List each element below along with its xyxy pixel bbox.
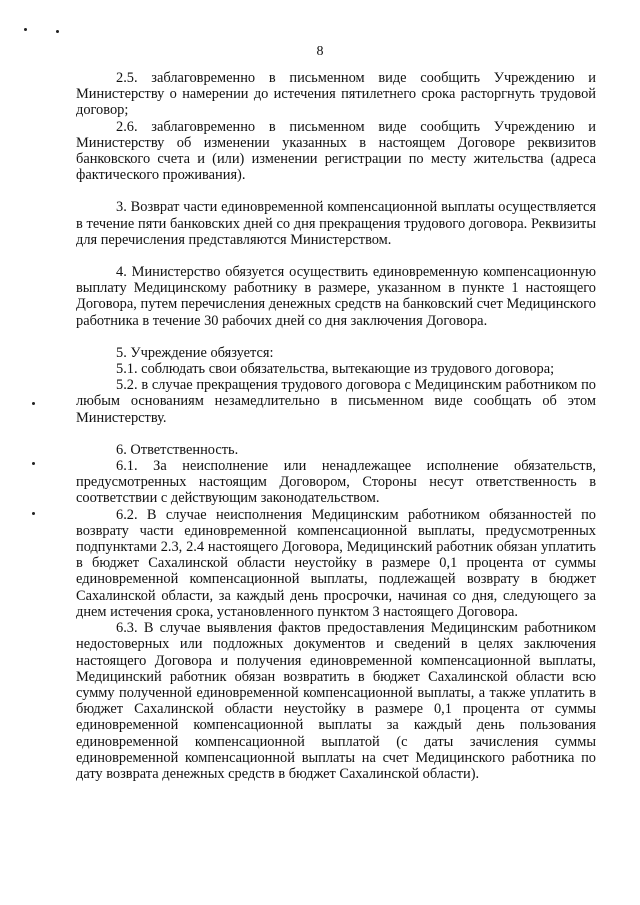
clause-6-3: 6.3. В случае выявления фактов предоставления Медицинским работником недостоверных или подложных документов и сведений в целях заключения настоящего Договора и получения единовременной компенсационной выплаты, Медицинский работник обязан возвратить в бюджет Сахалинской области всю сумму полученной единовременной компенсационной выплаты, а также уплатить в бюджет Сахалинской области неустойку в размере 0,1 процента от суммы единовременной компенсационной выплаты за каждый день пользования единовременной компенсационной выплатой (с даты зачисления суммы единовременной компенсационной выплаты на счет Медицинского работника по дату возврата денежных средств в бюджет Сахалинской области). [76, 620, 596, 782]
clause-4: 4. Министерство обязуется осуществить единовременную компенсационную выплату Медицинскому работнику в размере, указанном в пункте 1 настоящего Договора, путем перечисления денежных средств на банковский счет Медицинского работника в течение 30 рабочих дней со дня заключения Договора. [76, 264, 596, 329]
scan-speck [32, 512, 35, 515]
clause-5-heading: 5. Учреждение обязуется: [116, 344, 274, 361]
document-body [76, 70, 596, 782]
clause-3: 3. Возврат части единовременной компенсационной выплаты осуществляется в течение пяти банковских дней со дня прекращения трудового договора. Реквизиты для перечисления представляются Министерством. [76, 199, 596, 248]
clause-5-1: 5.1. соблюдать свои обязательства, вытекающие из трудового договора; [116, 361, 555, 378]
clause-5-2: 5.2. в случае прекращения трудового договора с Медицинским работником по любым основаниям незамедлительно в письменном виде сообщать об этом Министерству. [76, 377, 596, 426]
scan-speck [32, 402, 35, 405]
clause-6-1: 6.1. За неисполнение или ненадлежащее исполнение обязательств, предусмотренных настоящим Договором, Стороны несут ответственность в соответствии с действующим законодательством. [76, 458, 596, 507]
scan-speck [24, 28, 27, 31]
section-6-heading: 6. Ответственность. [116, 441, 239, 458]
clause-2-5: 2.5. заблаговременно в письменном виде сообщить Учреждению и Министерству о намерении до истечения пятилетнего срока расторгнуть трудовой договор; [76, 70, 596, 119]
clause-2-6: 2.6. заблаговременно в письменном виде сообщить Учреждению и Министерству об изменении указанных в настоящем Договоре реквизитов банковского счета и (или) изменении регистрации по месту жительства (адреса фактического проживания). [76, 118, 596, 184]
scan-speck [32, 462, 35, 465]
scan-speck [56, 30, 59, 33]
clause-6-2: 6.2. В случае неисполнения Медицинским работником обязанностей по возврату части единовременной компенсационной выплаты, предусмотренных подпунктами 2.3, 2.4 настоящего Договора, Медицинский работник обязан уплатить в бюджет Сахалинской области неустойку в размере 0,1 процента от суммы единовременной компенсационной выплаты, подлежащей возврату в бюджет Сахалинской области, за каждый день просрочки, начиная со дня, следующего за днем истечения срока, установленного пунктом 3 настоящего Договора. [76, 506, 596, 620]
page-number: 8 [316, 44, 324, 59]
